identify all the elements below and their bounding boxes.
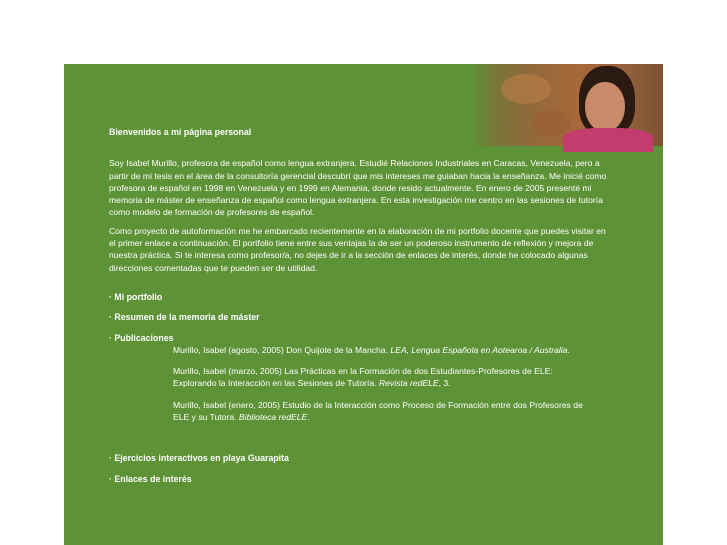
publication-item — [173, 344, 593, 356]
publication-item — [173, 365, 593, 390]
photo-background — [501, 74, 551, 104]
publication-source: Revista redELE — [378, 378, 439, 389]
intro-paragraph: Soy Isabel Murillo, profesora de español como lengua extranjera. Estudié Relaciones Industriales en Caracas, Venezuela, pero a partir de mi tesis en el área de la consultoría gerencial descubrí que mis intereses me guiaban hacia la enseñanza. Me inicié como profesora de español en 1998 en Venezuela y en 1999 en Alemania, donde resido actualmente. En enero de 2005 presenté mi memoria de máster de enseñanza de español como lengua extranjera. En esta investigación me centro en las sesiones de tutoría como modelo de formación de profesores de español. — [109, 158, 607, 218]
publications-list — [173, 344, 593, 423]
main-panel — [64, 64, 663, 545]
link-memoria-master[interactable]: · Resumen de la memoria de máster — [109, 312, 260, 323]
photo-girl-face — [585, 82, 625, 132]
publication-suffix: , 3. — [438, 378, 451, 389]
publication-suffix: . — [307, 412, 310, 423]
link-portfolio[interactable]: · Mi portfolio — [109, 291, 163, 302]
link-enlaces-interes[interactable]: · Enlaces de interés — [109, 473, 192, 484]
project-paragraph: Como proyecto de autoformación me he embarcado recientemente en la elaboración de mi portfolio docente que puedes visitar en el primer enlace a continuación. El portfolio tiene entre sus ventajas la de ser un poderoso instrumento de reflexión y mejora de nuestra práctica. Si te interesa como profesor/a, no dejes de ir a la sección de enlaces de interés, donde he colocado algunas direcciones comentadas que te pueden ser de utilidad. — [109, 225, 606, 273]
publication-text: Murillo, Isabel (agosto, 2005) Don Quijote de la Mancha. — [173, 344, 391, 355]
link-ejercicios-interactivos[interactable]: · Ejercicios interactivos en playa Guarapita — [109, 453, 289, 464]
publication-text: Murillo, Isabel (enero, 2005) Estudio de la Interacción como Proceso de Formación entre dos Profesores de ELE y su Tutora. — [173, 399, 583, 423]
publication-source: LEA, Lengua Española en Aotearoa / Australia — [390, 344, 568, 355]
publication-source: Biblioteca redELE — [238, 412, 308, 423]
publication-suffix: . — [567, 344, 570, 355]
publication-text: Murillo, Isabel (marzo, 2005) Las Prácticas en la Formación de dos Estudiantes-Profesores de ELE: Explorando la Interacción en las Sesiones de Tutoría. — [173, 366, 553, 389]
link-publicaciones[interactable]: · Publicaciones — [109, 332, 174, 343]
publication-item — [173, 399, 593, 424]
content-area — [109, 126, 609, 485]
page-title: Bienvenidos a mi página personal — [109, 127, 252, 137]
